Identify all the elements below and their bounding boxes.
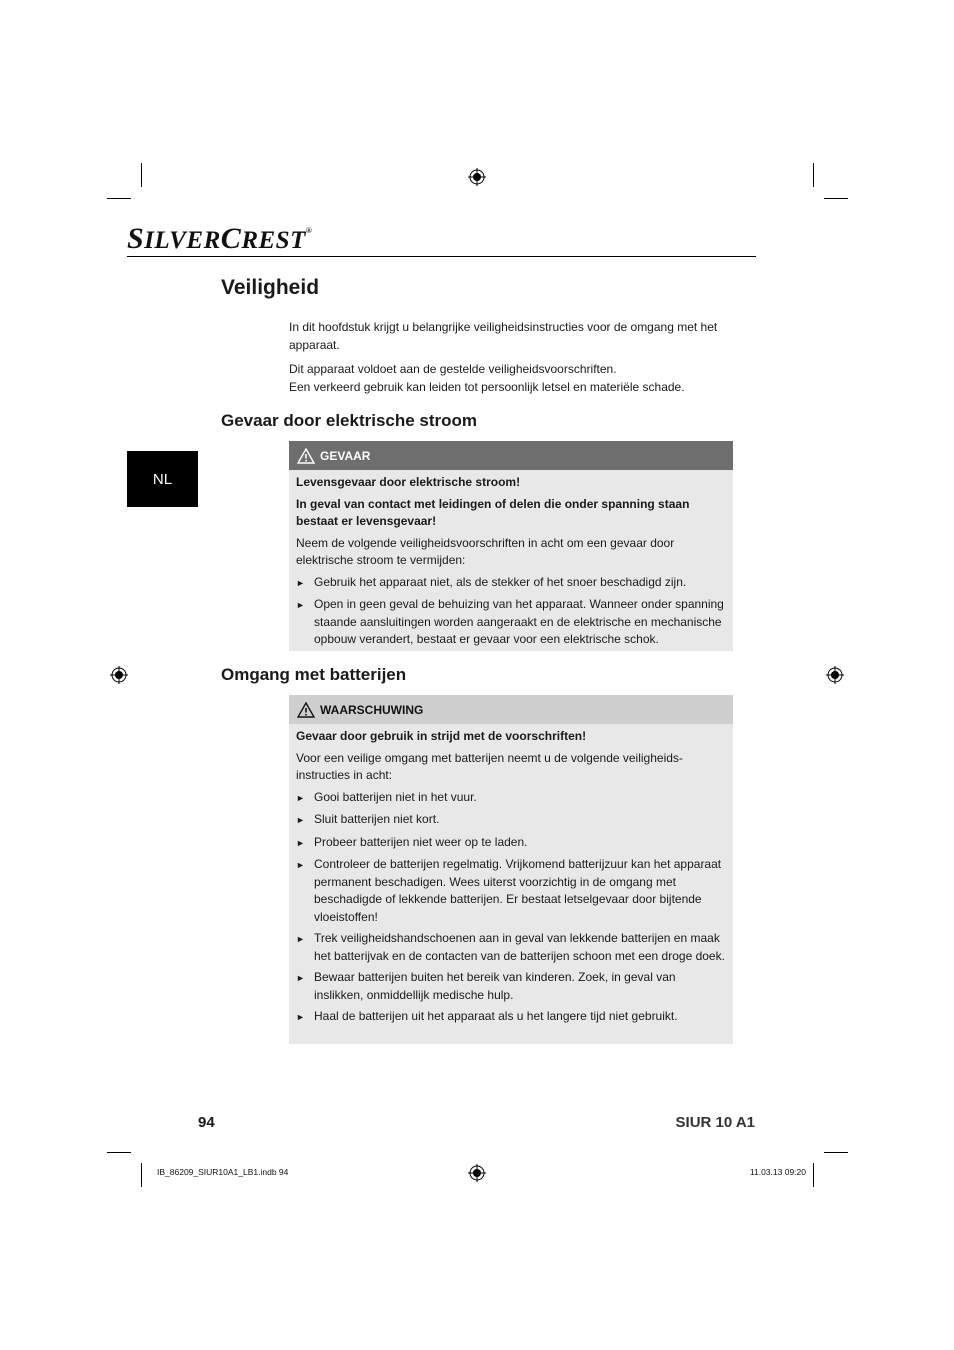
arrow-bullet-icon: ► [296, 577, 305, 588]
intro-paragraph: In dit hoofdstuk krijgt u belangrijke veiligheidsinstructies voor de omgang met het apparaat. [289, 320, 718, 352]
warning-box-body [289, 724, 733, 1027]
crop-mark [107, 1152, 131, 1153]
page-title: Veiligheid [221, 276, 320, 299]
list-item: ► Gooi batterijen niet in het vuur. [296, 789, 725, 808]
list-item: ► Sluit batterijen niet kort. [296, 811, 725, 830]
registration-mark-icon [468, 1164, 486, 1182]
intro-line: Een verkeerd gebruik kan leiden tot persoonlijk letsel en materiële schade. [289, 379, 685, 394]
arrow-bullet-icon: ► [296, 600, 305, 610]
warning-text: Voor een veilige omgang met batterijen neemt u de volgende veiligheidsinstructies in acht: [296, 750, 683, 782]
arrow-bullet-icon: ► [296, 837, 305, 848]
warning-triangle-icon [297, 448, 315, 464]
registration-mark-icon [826, 666, 844, 684]
registration-mark-icon [110, 666, 128, 684]
crop-mark [813, 1163, 814, 1187]
arrow-bullet-icon: ► [296, 934, 305, 944]
list-item: ► Gebruik het apparaat niet, als de stekker of het snoer beschadigd zijn. [296, 574, 725, 593]
danger-label: GEVAAR [320, 448, 371, 463]
model-number: SIUR 10 A1 [675, 1114, 755, 1131]
arrow-bullet-icon: ► [296, 792, 305, 803]
danger-box-header [289, 441, 733, 470]
arrow-bullet-icon: ► [296, 860, 305, 870]
danger-box [289, 441, 733, 651]
list-item: ► Controleer de batterijen regelmatig. Vrijkomend batterijzuur kan het apparaat permanent beschadigen. Wees uiterst voorzichtig in de omgang met beschadigde of lekkende batterijen. Er bestaat letselgevaar door bijtende vloeistoffen! [296, 856, 725, 926]
danger-box-body [289, 470, 733, 649]
warning-label: WAARSCHUWING [320, 702, 424, 717]
crop-mark [824, 1152, 848, 1153]
danger-bold-line: Levensgevaar door elektrische stroom! [296, 475, 521, 489]
section-heading: Omgang met batterijen [221, 665, 407, 684]
arrow-bullet-icon: ► [296, 973, 305, 983]
list-item: ► Probeer batterijen niet weer op te laden. [296, 834, 725, 853]
crop-mark [813, 163, 814, 187]
print-slug-date: 11.03.13 09:20 [749, 1167, 806, 1177]
intro-line: Dit apparaat voldoet aan de gestelde veiligheidsvoorschriften. [289, 362, 617, 376]
danger-text: Neem de volgende veiligheidsvoorschriften in acht om een gevaar door elektrische stroom te vermijden: [296, 535, 675, 567]
page-number: 94 [198, 1114, 215, 1131]
arrow-bullet-icon: ► [296, 1012, 305, 1022]
brand-logo: SILVERCREST® [127, 222, 313, 255]
print-slug-file: IB_86209_SIUR10A1_LB1.indb 94 [157, 1167, 289, 1177]
intro-paragraph [289, 361, 729, 396]
list-item: ► Open in geen geval de behuizing van het apparaat. Wanneer onder spanning staande aansluitingen worden aangeraakt en de elektrische en mechanische opbouw verandert, bestaat er gevaar voor een elektrische schok. [296, 596, 725, 649]
crop-mark [107, 198, 131, 199]
section-heading: Gevaar door elektrische stroom [221, 411, 478, 430]
header-rule [127, 256, 756, 257]
list-item: ► Bewaar batterijen buiten het bereik van kinderen. Zoek, in geval van inslikken, onmiddellijk medische hulp. [296, 969, 725, 1004]
crop-mark [141, 163, 142, 187]
crop-mark [141, 1163, 142, 1187]
crop-mark [824, 198, 848, 199]
warning-bold-line: Gevaar door gebruik in strijd met de voorschriften! [296, 729, 587, 743]
warning-box [289, 695, 733, 1044]
arrow-bullet-icon: ► [296, 815, 305, 825]
warning-triangle-icon [297, 702, 315, 718]
warning-box-header [289, 695, 733, 724]
danger-bold-line: In geval van contact met leidingen of delen die onder spanning staan bestaat er levensgevaar! [296, 496, 690, 528]
list-item: ► Haal de batterijen uit het apparaat als u het langere tijd niet gebruikt. [296, 1008, 725, 1027]
registration-mark-icon [468, 168, 486, 186]
list-item: ► Trek veiligheidshandschoenen aan in geval van lekkende batterijen en maak het batterijvak en de contacten van de batterijen schoon met een droge doek. [296, 930, 725, 965]
language-tab: NL [127, 451, 198, 507]
